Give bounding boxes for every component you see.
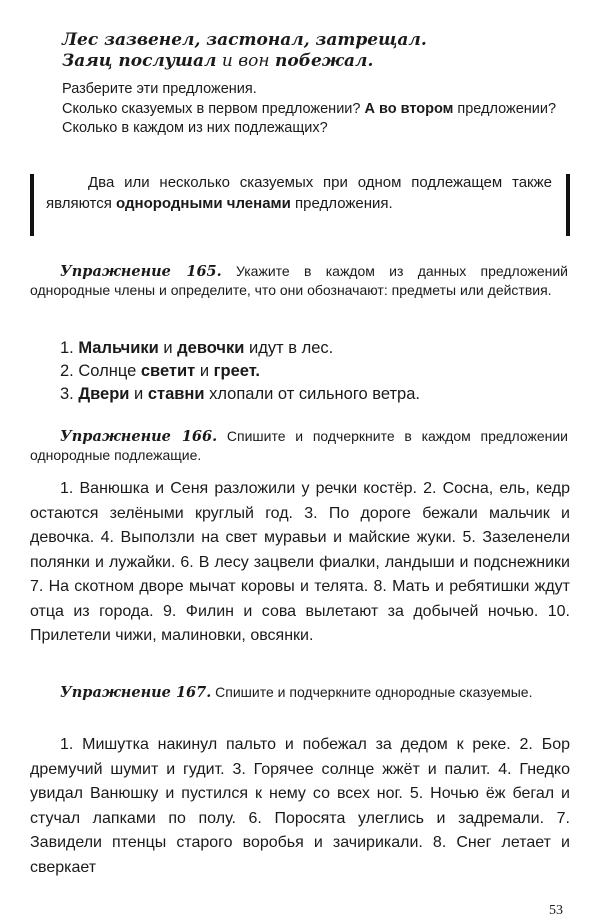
question-1: Разберите эти предложения.: [62, 81, 257, 97]
rule-border-left: [30, 174, 34, 236]
rule-text: [46, 172, 552, 214]
exercise-165-title: Упражнение 165.: [60, 263, 222, 280]
epigraph-line-1: Лес зазвенел, застонал, затрещал.: [62, 30, 427, 50]
exercise-166-instruction: Спишите и подчеркните в каждом предложении однородные подлежащие.: [30, 428, 568, 463]
question-3: Сколько в каждом из них подлежащих?: [62, 120, 328, 136]
exercise-167-sentences: 1. Мишутка накинул пальто и побежал за дедом к реке. 2. Бор дремучий шумит и гудит. 3. Горячее солнце жжёт и палит. 4. Гнедко увидал Ванюшку и пустился к нему со всех ног. 5. Ночью ёж бегал и стучал лапками по полу. 6. Поросята улеглись и задремали. 7. Завидели птенцы старого воробья и зачирикали. 8. Снег летает и сверкает: [30, 736, 570, 876]
list-item: 2. Солнце светит и греет.: [60, 362, 260, 380]
rule-box: [30, 172, 570, 238]
exercise-165-instruction: Укажите в каждом из данных предложений однородные члены и определите, что они обозначают: предметы или действия.: [30, 263, 568, 298]
epigraph-line-2-b: и вон: [216, 51, 275, 71]
questions: [30, 80, 568, 139]
page-number: 53: [549, 903, 563, 918]
exercise-165-list: [60, 337, 420, 406]
epigraph-line-2-c: побежал.: [275, 51, 374, 71]
exercise-166-title: Упражнение 166.: [60, 428, 218, 445]
exercise-167-title: Упражнение 167.: [60, 684, 212, 701]
exercise-167-instruction: Спишите и подчеркните однородные сказуемые.: [211, 684, 533, 700]
exercise-166-text: [30, 477, 570, 649]
list-item: 1. Мальчики и девочки идут в лес.: [60, 339, 334, 357]
exercise-166-sentences: 1. Ванюшка и Сеня разложили у речки костёр. 2. Сосна, ель, кедр остаются зелёными круглый год. 3. По дороге бежали мальчик и девочка. 4. Выползли на свет муравьи и майские жуки. 5. Зазеленели полянки и лужайки. 6. В лесу зацвели фиалки, ландыши и подснежники 7. На скотном дворе мычат коровы и телята. 8. Мать и ребятишки ждут отца из города. 9. Филин и сова вылетают за добычей ночью. 10. Прилетели чижи, малиновки, овсянки.: [30, 480, 570, 644]
rule-text-a: Два или несколько сказуемых при одном подлежащем также являются: [46, 174, 552, 212]
exercise-166-heading: [30, 427, 568, 465]
rule-border-right: [566, 174, 570, 236]
question-2-b: А во втором: [364, 100, 454, 117]
epigraph-line-2: [62, 51, 427, 72]
rule-term: однородными членами: [116, 195, 291, 212]
list-item: 3. Двери и ставни хлопали от сильного ветра.: [60, 385, 420, 403]
exercise-167-text: [30, 733, 570, 880]
epigraph: [62, 30, 427, 72]
question-2-c: предложении?: [453, 100, 557, 117]
question-2-a: Сколько сказуемых в первом предложении?: [62, 100, 365, 117]
exercise-165-heading: [30, 262, 568, 300]
exercise-167-heading: [30, 683, 568, 702]
question-2: [30, 100, 568, 120]
epigraph-line-2-a: Заяц послушал: [62, 51, 217, 71]
rule-text-b: предложения.: [290, 195, 393, 212]
